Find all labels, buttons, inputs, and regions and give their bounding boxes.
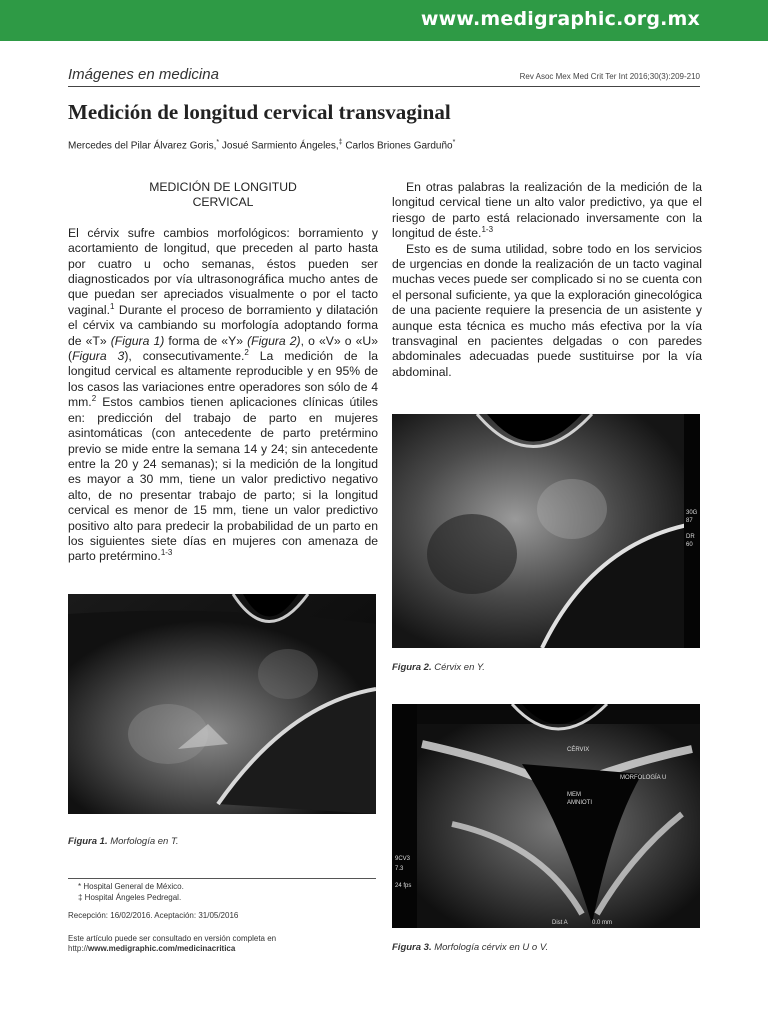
reference-mark: 2 <box>91 394 97 404</box>
body-text: Estos cambios tienen aplicaciones clínicas útiles en: predicción del trabajo de parto en mujeres asintomáticas (con antecedente de parto pretérmino previo se mide entre la semana 14 y 24; sin antecedente entre la 20 y 24 semanas); si la medición de la longitud es mayor a 30 mm, tiene un valor predictivo negativo alto, de no presentar trabajo de parto; si la longitud cervical es menor de 15 mm, tiene un valor predictivo positivo alto para predecir la probabilidad de un parto en los siguientes siete días en mujeres con amenaza de parto pretérmino. <box>68 395 378 564</box>
body-text: En otras palabras la realización de la medición de la longitud cervical tiene un alto valor predictivo, ya que el riesgo de parto está relacionado inversamente con la longitud de éste. <box>392 180 702 241</box>
site-banner <box>0 0 768 41</box>
figure-reference: Figura 3 <box>72 349 125 364</box>
section-heading-line: CERVICAL <box>192 195 254 210</box>
section-label: Imágenes en medicina <box>68 66 219 83</box>
author-name: Carlos Briones Garduño <box>345 140 453 152</box>
reference-mark: 2 <box>244 348 249 357</box>
received-dates: Recepción: 16/02/2016. Aceptación: 31/05/2016 <box>68 911 239 920</box>
reference-mark: 1 <box>110 301 115 311</box>
probe-readout: 24 fps <box>395 883 412 889</box>
body-paragraph <box>392 180 702 242</box>
distance-value: 0.0 mm <box>592 920 613 926</box>
body-text: Durante el proceso de borramiento y dilatación el cérvix va cambiando su morfología adoptando forma de «T» <box>68 302 378 348</box>
probe-readout: 9CV3 <box>395 856 411 862</box>
side-readout: 60 <box>686 542 693 548</box>
body-text: La medición de la longitud cervical es altamente reproducible y en 95% de los casos las variaciones entre operadores son sólo de 4 mm. <box>68 349 378 410</box>
section-heading-line: MEDICIÓN DE LONGITUD <box>149 180 297 194</box>
author-name: Mercedes del Pilar Álvarez Goris, <box>68 140 217 152</box>
figure-caption-text: Cérvix en Y. <box>434 662 485 673</box>
left-column <box>68 180 378 565</box>
reference-mark: 1-3 <box>481 225 494 235</box>
figure-label: Figura 2. <box>392 662 432 673</box>
right-column <box>392 180 702 380</box>
figure-caption-text: Morfología en T. <box>110 836 179 847</box>
consult-note <box>68 934 368 954</box>
side-readout: 87 <box>686 518 693 524</box>
header-divider <box>68 86 700 87</box>
consult-text: Este artículo puede ser consultado en versión completa en <box>68 934 277 943</box>
body-text: forma de «Y» <box>164 333 248 348</box>
figure-label: Figura 1. <box>68 836 108 847</box>
figure-caption-text: Morfología cérvix en U o V. <box>434 942 549 953</box>
membrane-label: MEM <box>567 792 581 798</box>
distance-label: Dist A <box>552 920 568 926</box>
figure-reference: (Figura 2) <box>247 333 301 348</box>
body-paragraph <box>68 226 378 565</box>
figure-reference: (Figura 1) <box>110 333 165 348</box>
figure-3-ultrasound-image <box>392 704 700 928</box>
site-url-link[interactable]: www.medigraphic.org.mx <box>420 8 700 30</box>
morphology-label: MORFOLOGÍA U <box>620 775 667 781</box>
journal-link[interactable]: www.medigraphic.com/medicinacritica <box>88 944 236 953</box>
figure-1-ultrasound-image <box>68 594 376 814</box>
cervix-label: CÉRVIX <box>567 747 590 753</box>
affiliation: * Hospital General de México. <box>78 882 184 891</box>
body-text: El cérvix sufre cambios morfológicos: borramiento y acortamiento de longitud, que preceden al parto hasta por cuatro u ocho semanas, éstos pueden ser diagnosticados por vía ultrasonográfica mucho antes de que puedan ser apreciados visualmente o por el tacto vaginal. <box>68 225 378 317</box>
figure-2-caption <box>392 662 485 673</box>
probe-readout: 7.3 <box>395 866 404 872</box>
affiliation: ‡ Hospital Ángeles Pedregal. <box>78 893 182 902</box>
figure-label: Figura 3. <box>392 942 432 953</box>
figure-3-caption <box>392 942 548 953</box>
journal-citation: Rev Asoc Mex Med Crit Ter Int 2016;30(3):209-210 <box>519 72 700 81</box>
body-paragraph: Esto es de suma utilidad, sobre todo en los servicios de urgencias en donde la realización de un tacto vaginal muchas veces puede ser complicado si no se cuenta con el personal suficiente, ya que la exploración ginecológica de una paciente requiere la presencia de un asistente y aunque esta técnica es mucho más efectiva por la vía transvaginal en pacientes delgadas o con paredes abdominales adecuadas puede sustituirse por la vía abdominal. <box>392 241 702 379</box>
author-list <box>68 139 455 151</box>
consult-prefix: http:// <box>68 944 89 953</box>
section-heading <box>68 180 378 211</box>
reference-mark: 1-3 <box>160 548 173 558</box>
author-mark: * <box>452 139 456 146</box>
body-text: , o «V» o «U» ( <box>68 333 378 364</box>
footnote-divider <box>68 878 376 879</box>
side-readout: 30G <box>686 510 698 516</box>
amniotic-label: AMNIOTI <box>567 800 592 806</box>
author-mark: ‡ <box>338 139 343 146</box>
figure-2-ultrasound-image <box>392 414 700 648</box>
author-name: Josué Sarmiento Ángeles, <box>221 140 339 152</box>
body-text: ), consecutivamente. <box>124 349 245 364</box>
side-readout: DR <box>686 534 695 540</box>
figure-1-caption <box>68 836 179 847</box>
author-mark: * <box>216 139 220 146</box>
article-title: Medición de longitud cervical transvaginal <box>68 100 451 124</box>
